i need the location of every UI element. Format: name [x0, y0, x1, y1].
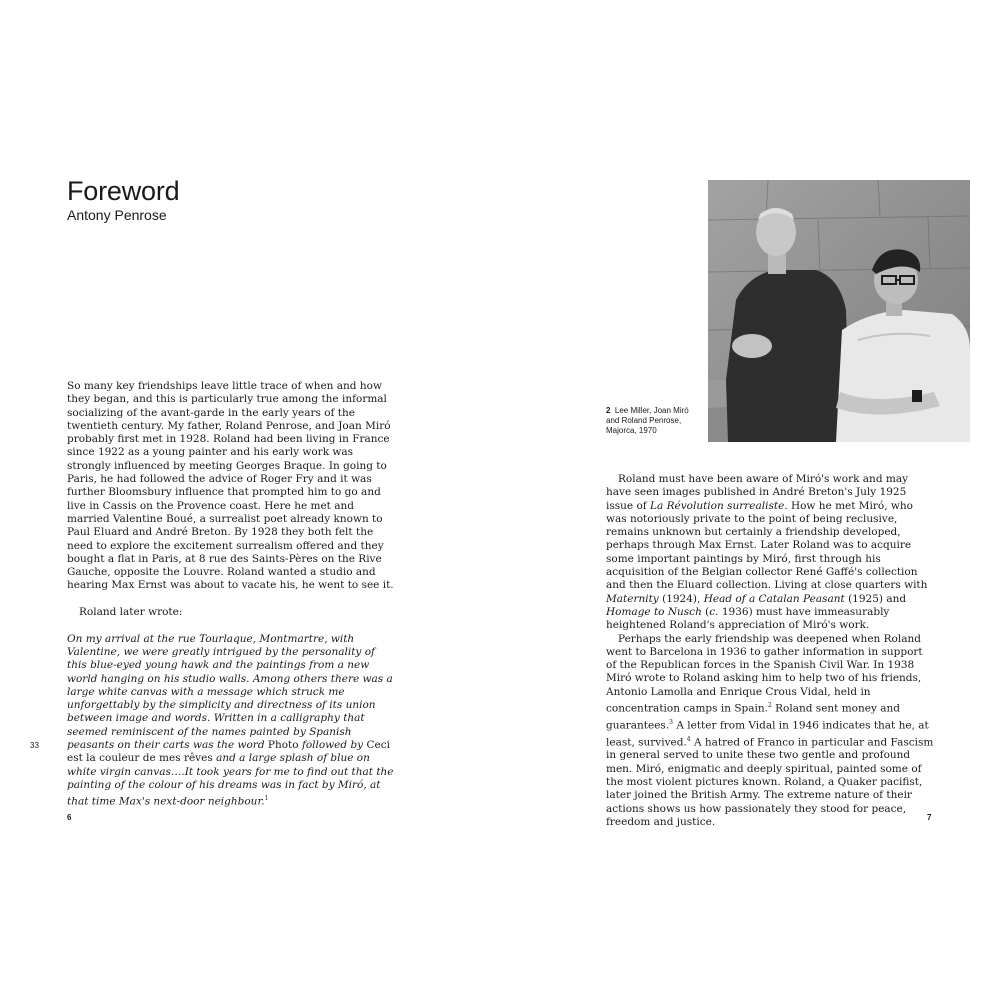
quote-text-2: followed by [301, 739, 364, 752]
page-number-left: 6 [67, 813, 72, 822]
footnote-ref-1: 1 [264, 795, 269, 803]
photo-miro-penrose [708, 180, 970, 442]
paragraph-4 [606, 633, 936, 830]
text-run: ( [705, 605, 710, 618]
paragraph-1: So many key friendships leave little trace of when and how they began, and this is particularly true among the informal socializing of the avant-garde in the early years of the twentieth century. My father, Roland Penrose, and Joan Miró probably first met in 1928. Roland had been living in France since 1922 as a young painter and his early work was strongly influenced by meeting Georges Braque. In going to Paris, he had followed the advice of Roger Fry and it was further Bloomsbury influence that prompted him to go and live in Cassis on the Provence coast. Here he met and married Valentine Boué, a surrealist poet already known to Paul Eluard and André Breton. By 1928 they both felt the need to explore the excitement surrealism offered and they bought a flat in Paris, at 8 rue des Saints-Pères on the Rive Gauche, opposite the Louvre. Roland wanted a studio and hearing Max Ernst was about to vacate his, he went to see it. [67, 380, 394, 592]
text-run: Roland must have been aware of Miró's work and may have seen images published in André Breton's July 1925 issue of [606, 473, 909, 512]
paragraph-3 [606, 473, 936, 633]
figure-caption [606, 406, 696, 436]
figure-number: 2 [606, 406, 611, 415]
page-number-right: 7 [927, 813, 932, 822]
paragraph-2: Roland later wrote: [79, 606, 183, 619]
text-run: . How he met Miró, who was notoriously private to the point of being reclusive, remains unknown but certainly a friendship developed, perhaps through Max Ernst. Later Roland was to acquire some important paintings by Miró, first through his acquisition of the Belgian collector René Gaffé's collection and then the Eluard collection. Living at close quarters with [606, 499, 928, 592]
text-run: (1925) and [848, 592, 907, 605]
footnote-ref-2: 2 [767, 702, 772, 710]
italic-title: La Révolution surrealiste [650, 499, 785, 512]
margin-page-number: 33 [30, 741, 39, 750]
right-column [606, 473, 936, 829]
footnote-ref-3: 3 [669, 718, 673, 726]
text-run: A hatred of Franco in particular and Fascism in general served to unite these two gentle and profound men. Miró, enigmatic and deeply spiritual, painted some of the most violent pictures known. Roland, a Quaker pacifist, later joined the British Army. The extreme nature of their actions shows us how passionately they stood for peace, freedom and justice. [606, 736, 934, 828]
figure-caption-text: Lee Miller, Joan Miró and Roland Penrose, Majorca, 1970 [606, 406, 689, 435]
text-run: Perhaps the early friendship was deepened when Roland went to Barcelona in 1936 to gather information in support of the Republican forces in the Spanish Civil War. In 1938 Miró wrote to Roland asking him to help two of his friends, Antonio Lamolla and Enrique Crous Vidal, held in concentration camps in Spain. [606, 632, 923, 715]
quote-text-1: On my arrival at the rue Tourlaque, Montmartre, with Valentine, we were greatly intrigued by the personality of this blue-eyed young hawk and the paintings from a new world hanging on his studio walls. Among others there was a large white canvas with a message which struck me unforgettably by the simplicity and directness of its union between image and words. Written in a calligraphy that seemed reminiscent of the names painted by Spanish peasants on their carts was the word [67, 632, 393, 752]
author-name: Antony Penrose [67, 207, 167, 223]
photo-illustration [708, 180, 970, 442]
italic-title: Maternity [606, 592, 659, 605]
quote-roman-word: Photo [267, 739, 299, 752]
page-title: Foreword [67, 176, 180, 206]
italic-title: Homage to Nusch [606, 605, 702, 618]
quote-text-3: and a large splash of blue on white virgin canvas….It took years for me to find out that the painting of the colour of his dreams was in fact by Miró, at that time Max's next-door neighbour. [67, 752, 394, 808]
italic-title: Head of a Catalan Peasant [703, 592, 845, 605]
text-run: A letter from Vidal in 1946 indicates that he, at least, survived. [606, 719, 929, 749]
quotation [67, 633, 397, 809]
footnote-ref-4: 4 [686, 735, 691, 743]
text-run: Roland sent money and guarantees. [606, 702, 900, 732]
left-column [67, 380, 397, 809]
quote-roman-phrase: Ceci est la couleur de mes rêves [67, 739, 390, 765]
text-run: (1924), [662, 592, 701, 605]
italic-abbrev: c. [709, 605, 719, 618]
text-run: 1936) must have immeasurably heightened Roland's appreciation of Miró's work. [606, 605, 890, 632]
